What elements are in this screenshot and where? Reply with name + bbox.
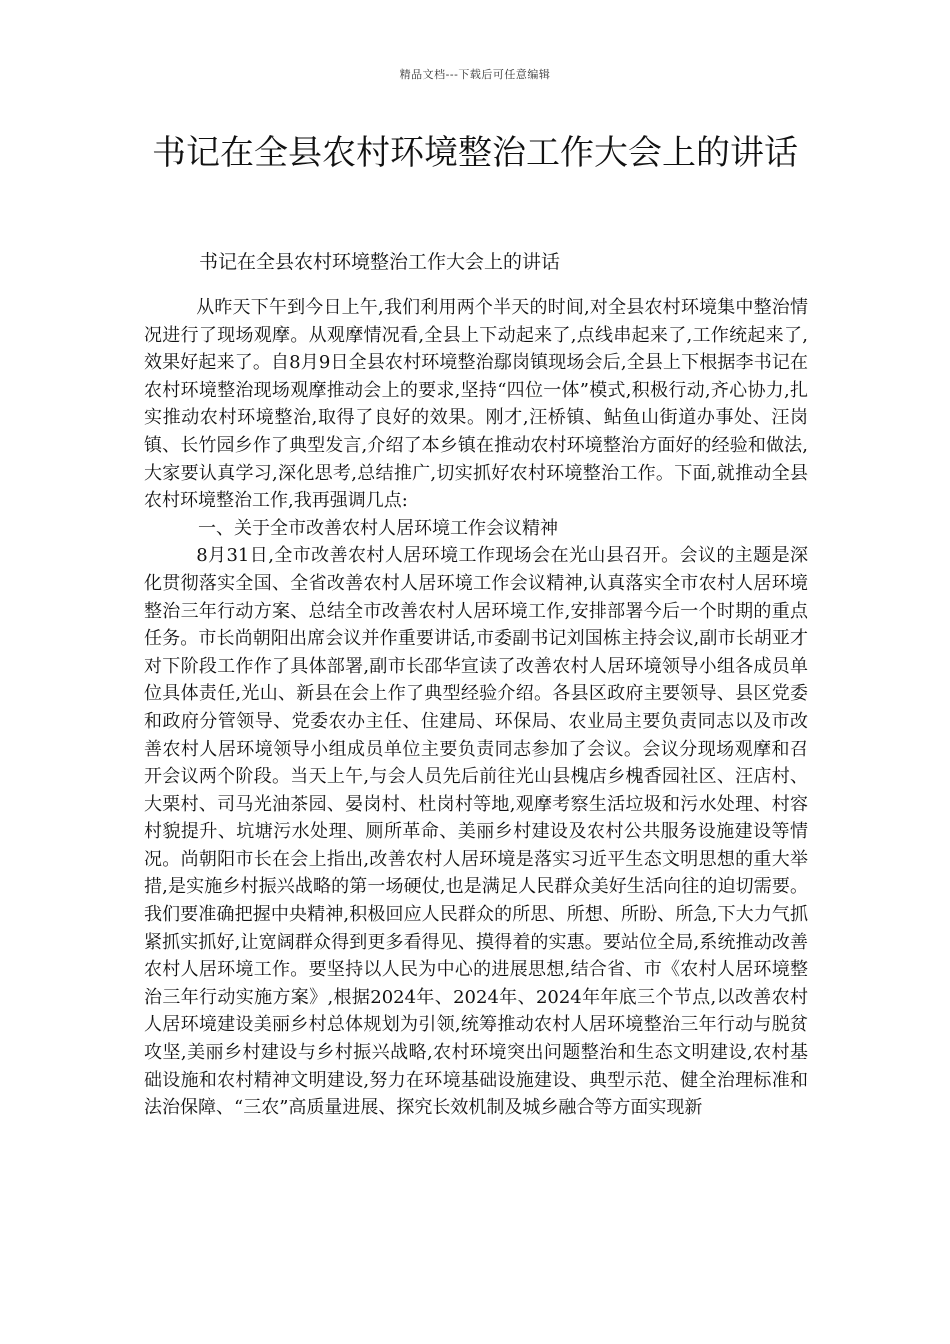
document-body: [144, 294, 808, 1122]
section-heading: 一、关于全市改善农村人居环境工作会议精神: [198, 517, 558, 539]
document-title: 书记在全县农村环境整治工作大会上的讲话: [152, 133, 798, 173]
document-subtitle: 书记在全县农村环境整治工作大会上的讲话: [199, 251, 561, 273]
body-paragraph: 从昨天下午到今日上午,我们利用两个半天的时间,对全县农村环境集中整治情况进行了现场观摩。从观摩情况看,全县上下动起来了,点线串起来了,工作统起来了,效果好起来了。自8月9日全县农村环境整治鄢岗镇现场会后,全县上下根据李书记在农村环境整治现场观摩推动会上的要求,坚持“四位一体”模式,积极行动,齐心协力,扎实推动农村环境整治,取得了良好的效果。刚才,汪桥镇、鲇鱼山街道办事处、汪岗镇、长竹园乡作了典型发言,介绍了本乡镇在推动农村环境整治方面好的经验和做法,大家要认真学习,深化思考,总结推广,切实抓好农村环境整治工作。下面,就推动全县农村环境整治工作,我再强调几点:: [144, 297, 808, 512]
header-note: 精品文档---下载后可任意编辑: [399, 68, 551, 81]
body-paragraph: 8月31日,全市改善农村人居环境工作现场会在光山县召开。会议的主题是深化贯彻落实全国、全省改善农村人居环境工作会议精神,认真落实全市农村人居环境整治三年行动方案、总结全市改善农村人居环境工作,安排部署今后一个时期的重点任务。市长尚朝阳出席会议并作重要讲话,市委副书记刘国栋主持会议,副市长胡亚才对下阶段工作作了具体部署,副市长邵华宣读了改善农村人居环境领导小组各成员单位具体责任,光山、新县在会上作了典型经验介绍。各县区政府主要领导、县区党委和政府分管领导、党委农办主任、住建局、环保局、农业局主要负责同志以及市改善农村人居环境领导小组成员单位主要负责同志参加了会议。会议分现场观摩和召开会议两个阶段。当天上午,与会人员先后前往光山县槐店乡槐香园社区、汪店村、大栗村、司马光油茶园、晏岗村、杜岗村等地,观摩考察生活垃圾和污水处理、村容村貌提升、坑塘污水处理、厕所革命、美丽乡村建设及农村公共服务设施建设等情况。尚朝阳市长在会上指出,改善农村人居环境是落实习近平生态文明思想的重大举措,是实施乡村振兴战略的第一场硬仗,也是满足人民群众美好生活向往的迫切需要。我们要准确把握中央精神,积极回应人民群众的所思、所想、所盼、所急,下大力气抓紧抓实抓好,让宽阔群众得到更多看得见、摸得着的实惠。要站位全局,系统推动改善农村人居环境工作。要坚持以人民为中心的进展思想,结合省、市《农村人居环境整治三年行动实施方案》,根据2024年、2024年、2024年年底三个节点,以改善农村人居环境建设美丽乡村总体规划为引领,统筹推动农村人居环境整治三年行动与脱贫攻坚,美丽乡村建设与乡村振兴战略,农村环境突出问题整治和生态文明建设,农村基础设施和农村精神文明建设,努力在环境基础设施建设、典型示范、健全治理标准和法治保障、“三农”高质量进展、探究长效机制及城乡融合等方面实现新: [144, 545, 808, 1119]
